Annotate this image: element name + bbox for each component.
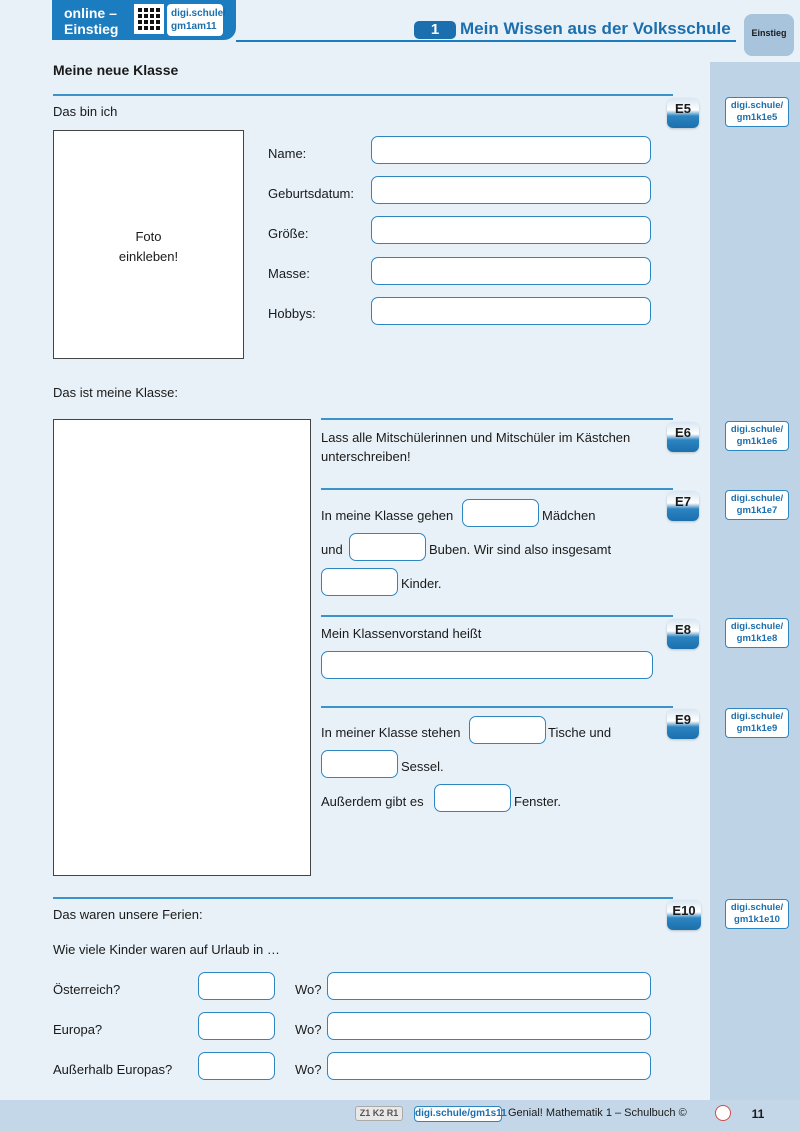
row-label-austria: Österreich? [53,982,121,997]
page-number: 11 [751,1107,765,1121]
book-title: Genial! Mathematik 1 – Schulbuch © [508,1107,687,1119]
e8-link-line-2: gm1k1e8 [736,633,778,644]
e8-badge [667,619,699,649]
e7-text-5: Kinder. [401,576,442,591]
section-tab-einstieg[interactable]: Einstieg [744,14,794,56]
signature-box [53,419,311,876]
e9-badge-label: E9 [675,712,691,727]
photo-label-1: Foto [135,229,162,244]
e7-badge-label: E7 [675,494,691,509]
e7-digi-link[interactable] [725,490,789,520]
page-title: Meine neue Klasse [53,62,179,78]
e8-digi-link[interactable] [725,618,789,648]
e9-text-1: In meiner Klasse stehen [321,725,461,740]
e6-badge [667,422,699,452]
e8-text: Mein Klassenvorstand heißt [321,626,482,641]
e9-text-2: Tische und [548,725,612,740]
margin-sidebar [710,62,800,1100]
e9-text-4: Außerdem gibt es [321,794,424,809]
chapter-title: Mein Wissen aus der Volksschule [460,19,731,38]
class-teacher-field[interactable] [321,651,653,679]
e9-link-line-2: gm1k1e9 [736,723,778,734]
e9-link-line-1: digi.schule/ [730,711,784,722]
e10-question: Wie viele Kinder waren auf Urlaub in … [53,942,280,957]
field-label-height: Größe: [268,226,309,241]
outside-europe-where-field[interactable] [327,1052,651,1080]
e7-link-line-2: gm1k1e7 [736,505,778,516]
e10-badge [667,900,701,930]
row-wo-europe: Wo? [295,1022,322,1037]
field-label-mass: Masse: [268,266,310,281]
name-field[interactable] [371,136,651,164]
e7-text-4: Buben. Wir sind also insgesamt [429,542,612,557]
e9-digi-link[interactable] [725,708,789,738]
e10-badge-label: E10 [672,903,696,918]
e9-text-3: Sessel. [401,759,444,774]
online-label-2: Einstieg [64,21,119,37]
e5-heading: Das bin ich [53,104,118,119]
e8-link-line-1: digi.schule/ [730,621,784,632]
class-heading: Das ist meine Klasse: [53,385,178,400]
e6-link-line-2: gm1k1e6 [736,436,778,447]
e5-badge-label: E5 [675,101,691,116]
windows-count-field[interactable] [434,784,511,812]
footer-digi-link[interactable]: digi.schule/gm1s11 [414,1106,502,1122]
e5-link-line-2: gm1k1e5 [736,112,778,123]
e5-link-line-1: digi.schule/ [730,100,784,111]
field-label-birthdate: Geburtsdatum: [268,186,354,201]
online-link-line-2: gm1am11 [171,21,217,32]
height-field[interactable] [371,216,651,244]
e10-digi-link[interactable] [725,899,789,929]
austria-where-field[interactable] [327,972,651,1000]
publisher-logo-icon [715,1105,731,1121]
chairs-count-field[interactable] [321,750,398,778]
photo-box [53,130,244,359]
e10-rule [53,897,673,899]
birthdate-field[interactable] [371,176,651,204]
online-link-line-1: digi.schule/ [171,8,227,19]
e6-link-line-1: digi.schule/ [730,424,784,435]
e9-badge [667,709,699,739]
online-label-1: online – [64,5,117,21]
photo-label-2: einkleben! [118,249,179,264]
row-label-europe: Europa? [53,1022,103,1037]
austria-count-field[interactable] [198,972,275,1000]
hobbies-field[interactable] [371,297,651,325]
e6-text-1: Lass alle Mitschülerinnen und Mitschüler im Kästchen [321,430,631,445]
e9-rule [321,706,673,708]
total-kids-field[interactable] [321,568,398,596]
online-link[interactable] [167,4,227,36]
e10-link-line-2: gm1k1e10 [734,914,780,925]
outside-europe-count-field[interactable] [198,1052,275,1080]
e5-rule [53,94,673,96]
e7-text-3: und [321,542,343,557]
mass-field[interactable] [371,257,651,285]
row-label-outside-europe: Außerhalb Europas? [53,1062,173,1077]
competency-codes: Z1 K2 R1 [355,1106,403,1121]
e6-digi-link[interactable] [725,421,789,451]
e8-badge-label: E8 [675,622,691,637]
field-label-name: Name: [268,146,307,161]
e7-rule [321,488,673,490]
tables-count-field[interactable] [469,716,546,744]
e9-text-5: Fenster. [514,794,561,809]
row-wo-outside-europe: Wo? [295,1062,322,1077]
e10-link-line-1: digi.schule/ [730,902,784,913]
europe-where-field[interactable] [327,1012,651,1040]
row-wo-austria: Wo? [295,982,322,997]
e7-text-2: Mädchen [542,508,596,523]
chapter-number: 1 [414,21,456,39]
europe-count-field[interactable] [198,1012,275,1040]
e5-badge [667,98,699,128]
e5-digi-link[interactable] [725,97,789,127]
e8-rule [321,615,673,617]
boys-count-field[interactable] [349,533,426,561]
e6-text-2: unterschreiben! [321,449,411,464]
e10-heading: Das waren unsere Ferien: [53,907,203,922]
header-rule [236,40,736,42]
field-label-hobbies: Hobbys: [268,306,316,321]
e7-text-1: In meine Klasse gehen [321,508,454,523]
e6-badge-label: E6 [675,425,691,440]
qr-code-icon[interactable] [134,4,164,34]
e6-rule [321,418,673,420]
e7-badge [667,491,699,521]
girls-count-field[interactable] [462,499,539,527]
e7-link-line-1: digi.schule/ [730,493,784,504]
